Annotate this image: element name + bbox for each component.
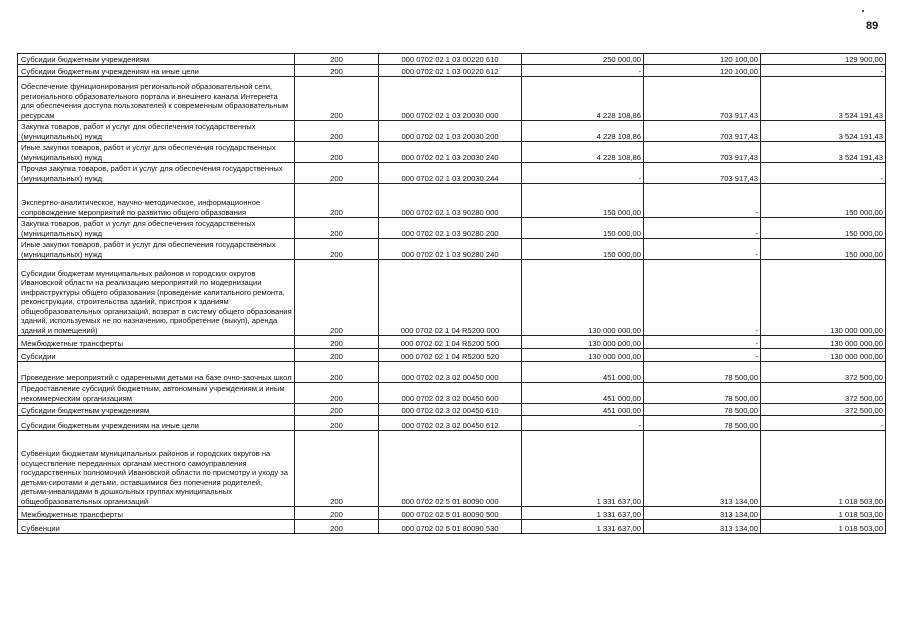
table-row xyxy=(18,383,886,404)
row-executed: - xyxy=(644,239,761,260)
row-kbk: 000 0702 02 1 03 90280 200 xyxy=(379,218,522,239)
table-row xyxy=(18,404,886,416)
row-executed: - xyxy=(644,349,761,362)
row-approved: 150 000,00 xyxy=(522,218,644,239)
row-approved: 451 000,00 xyxy=(522,362,644,383)
row-code: 200 xyxy=(295,507,379,520)
row-executed: 78 500,00 xyxy=(644,383,761,404)
row-approved: 130 000 000,00 xyxy=(522,336,644,349)
row-approved: 130 000 000,00 xyxy=(522,260,644,336)
row-code: 200 xyxy=(295,65,379,77)
row-kbk: 000 0702 02 1 03 00220 612 xyxy=(379,65,522,77)
row-executed: 120 100,00 xyxy=(644,65,761,77)
row-code: 200 xyxy=(295,383,379,404)
row-kbk: 000 0702 02 3 02 00450 600 xyxy=(379,383,522,404)
table-row xyxy=(18,260,886,336)
row-name: Иные закупки товаров, работ и услуг для обеспечения государственных (муниципальных) нужд xyxy=(18,239,295,260)
row-name: Экспертно-аналитическое, научно-методическое, информационное сопровождение мероприятий по развитию общего образования xyxy=(18,184,295,218)
row-approved: 4 228 108,86 xyxy=(522,121,644,142)
row-executed: 703 917,43 xyxy=(644,77,761,121)
row-remaining: 1 018 503,00 xyxy=(761,431,886,507)
row-remaining: 130 000 000,00 xyxy=(761,349,886,362)
row-code: 200 xyxy=(295,520,379,534)
row-kbk: 000 0702 02 1 04 R5200 520 xyxy=(379,349,522,362)
table-row xyxy=(18,163,886,184)
row-name: Межбюджетные трансферты xyxy=(18,507,295,520)
row-remaining: 150 000,00 xyxy=(761,239,886,260)
row-name: Субсидии бюджетам муниципальных районов и городских округов Ивановской области на реализацию мероприятий по модернизации инфраструктуры общего образования (проведение капитального ремонта, реконструкции, строительства зданий, пристроя к зданиям общеобразовательных организаций, возврат в систему общего образования зданий, используемых не по назначению, приобретение (выкуп), аренда зданий и помещений) xyxy=(18,260,295,336)
row-name: Субвенции бюджетам муниципальных районов и городских округов на осуществление переданных органам местного самоуправления государственных полномочий Ивановской области по присмотру и уходу за детьми-сиротами и детьми, оставшимися без попечения родителей, детьми-инвалидами в дошкольных группах муниципальных общеобразовательных организаций xyxy=(18,431,295,507)
row-code: 200 xyxy=(295,431,379,507)
row-name: Закупка товаров, работ и услуг для обеспечения государственных (муниципальных) нужд xyxy=(18,121,295,142)
row-approved: - xyxy=(522,65,644,77)
row-approved: 451 000,00 xyxy=(522,383,644,404)
row-code: 200 xyxy=(295,121,379,142)
row-name: Закупка товаров, работ и услуг для обеспечения государственных (муниципальных) нужд xyxy=(18,218,295,239)
table-row xyxy=(18,65,886,77)
row-approved: 451 000,00 xyxy=(522,404,644,416)
row-name: Субсидии xyxy=(18,349,295,362)
row-executed: - xyxy=(644,184,761,218)
row-code: 200 xyxy=(295,404,379,416)
row-approved: 150 000,00 xyxy=(522,239,644,260)
row-executed: 703 917,43 xyxy=(644,121,761,142)
row-executed: 78 500,00 xyxy=(644,362,761,383)
row-executed: 120 100,00 xyxy=(644,54,761,65)
row-name: Проведение мероприятий с одаренными детьми на базе очно-заочных школ xyxy=(18,362,295,383)
row-kbk: 000 0702 02 5 01 80090 500 xyxy=(379,507,522,520)
row-code: 200 xyxy=(295,218,379,239)
row-approved: 1 331 637,00 xyxy=(522,507,644,520)
row-executed: 313 134,00 xyxy=(644,431,761,507)
row-remaining: - xyxy=(761,65,886,77)
row-name: Межбюджетные трансферты xyxy=(18,336,295,349)
row-kbk: 000 0702 02 1 03 20030 000 xyxy=(379,77,522,121)
row-remaining: - xyxy=(761,163,886,184)
row-kbk: 000 0702 02 5 01 80090 530 xyxy=(379,520,522,534)
row-code: 200 xyxy=(295,260,379,336)
table-row xyxy=(18,507,886,520)
table-row xyxy=(18,349,886,362)
row-name: Субсидии бюджетным учреждениям на иные цели xyxy=(18,65,295,77)
row-approved: - xyxy=(522,163,644,184)
row-kbk: 000 0702 02 1 04 R5200 500 xyxy=(379,336,522,349)
speck xyxy=(862,10,864,12)
row-kbk: 000 0702 02 1 03 20030 244 xyxy=(379,163,522,184)
row-kbk: 000 0702 02 3 02 00450 612 xyxy=(379,416,522,431)
row-approved: 4 228 108,86 xyxy=(522,142,644,163)
table-row xyxy=(18,121,886,142)
table-row xyxy=(18,362,886,383)
row-name: Иные закупки товаров, работ и услуг для обеспечения государственных (муниципальных) нужд xyxy=(18,142,295,163)
row-code: 200 xyxy=(295,163,379,184)
row-executed: 78 500,00 xyxy=(644,416,761,431)
row-name: Субсидии бюджетным учреждениям на иные цели xyxy=(18,416,295,431)
row-executed: - xyxy=(644,336,761,349)
row-name: Предоставление субсидий бюджетным, автономным учреждениям и иным некоммерческим организациям xyxy=(18,383,295,404)
row-kbk: 000 0702 02 1 03 20030 240 xyxy=(379,142,522,163)
row-kbk: 000 0702 02 1 03 20030 200 xyxy=(379,121,522,142)
row-name: Субсидии бюджетным учреждениям xyxy=(18,54,295,65)
page-number: 89 xyxy=(866,20,879,32)
row-kbk: 000 0702 02 3 02 00450 000 xyxy=(379,362,522,383)
row-executed: - xyxy=(644,260,761,336)
row-remaining: 3 524 191,43 xyxy=(761,121,886,142)
row-executed: - xyxy=(644,218,761,239)
row-kbk: 000 0702 02 1 03 90280 240 xyxy=(379,239,522,260)
table-row xyxy=(18,239,886,260)
row-name: Субсидии бюджетным учреждениям xyxy=(18,404,295,416)
table-row xyxy=(18,184,886,218)
row-code: 200 xyxy=(295,239,379,260)
row-remaining: 130 000 000,00 xyxy=(761,260,886,336)
row-code: 200 xyxy=(295,336,379,349)
row-approved: 1 331 637,00 xyxy=(522,520,644,534)
row-remaining: - xyxy=(761,416,886,431)
row-remaining: 1 018 503,00 xyxy=(761,520,886,534)
row-remaining: 150 000,00 xyxy=(761,184,886,218)
row-name: Обеспечение функционирования региональной образовательной сети, регионального образовательного портала и внешнего канала Интернета для обеспечения доступа пользователей к современным образовательным ресурсам xyxy=(18,77,295,121)
row-code: 200 xyxy=(295,362,379,383)
row-approved: 150 000,00 xyxy=(522,184,644,218)
row-kbk: 000 0702 02 1 03 00220 610 xyxy=(379,54,522,65)
row-remaining: 130 000 000,00 xyxy=(761,336,886,349)
row-code: 200 xyxy=(295,54,379,65)
row-kbk: 000 0702 02 5 01 80090 000 xyxy=(379,431,522,507)
table-row xyxy=(18,54,886,65)
row-remaining: 3 524 191,43 xyxy=(761,77,886,121)
row-remaining: 129 900,00 xyxy=(761,54,886,65)
table-row xyxy=(18,431,886,507)
table-row xyxy=(18,142,886,163)
row-executed: 313 134,00 xyxy=(644,520,761,534)
row-approved: - xyxy=(522,416,644,431)
row-executed: 703 917,43 xyxy=(644,142,761,163)
row-kbk: 000 0702 02 1 03 90280 000 xyxy=(379,184,522,218)
row-executed: 313 134,00 xyxy=(644,507,761,520)
row-code: 200 xyxy=(295,77,379,121)
budget-table xyxy=(17,53,886,534)
row-approved: 130 000 000,00 xyxy=(522,349,644,362)
row-code: 200 xyxy=(295,349,379,362)
row-name: Прочая закупка товаров, работ и услуг для обеспечения государственных (муниципальных) нужд xyxy=(18,163,295,184)
table-row xyxy=(18,416,886,431)
row-approved: 1 331 637,00 xyxy=(522,431,644,507)
row-approved: 250 000,00 xyxy=(522,54,644,65)
row-remaining: 372 500,00 xyxy=(761,404,886,416)
row-approved: 4 228 108,86 xyxy=(522,77,644,121)
row-remaining: 3 524 191,43 xyxy=(761,142,886,163)
row-remaining: 150 000,00 xyxy=(761,218,886,239)
row-remaining: 372 500,00 xyxy=(761,383,886,404)
table-row xyxy=(18,77,886,121)
row-kbk: 000 0702 02 1 04 R5200 000 xyxy=(379,260,522,336)
table-row xyxy=(18,520,886,534)
row-remaining: 1 018 503,00 xyxy=(761,507,886,520)
table-row xyxy=(18,336,886,349)
row-code: 200 xyxy=(295,142,379,163)
table-row xyxy=(18,218,886,239)
row-code: 200 xyxy=(295,184,379,218)
row-executed: 78 500,00 xyxy=(644,404,761,416)
row-kbk: 000 0702 02 3 02 00450 610 xyxy=(379,404,522,416)
row-remaining: 372 500,00 xyxy=(761,362,886,383)
row-name: Субвенции xyxy=(18,520,295,534)
row-executed: 703 917,43 xyxy=(644,163,761,184)
row-code: 200 xyxy=(295,416,379,431)
